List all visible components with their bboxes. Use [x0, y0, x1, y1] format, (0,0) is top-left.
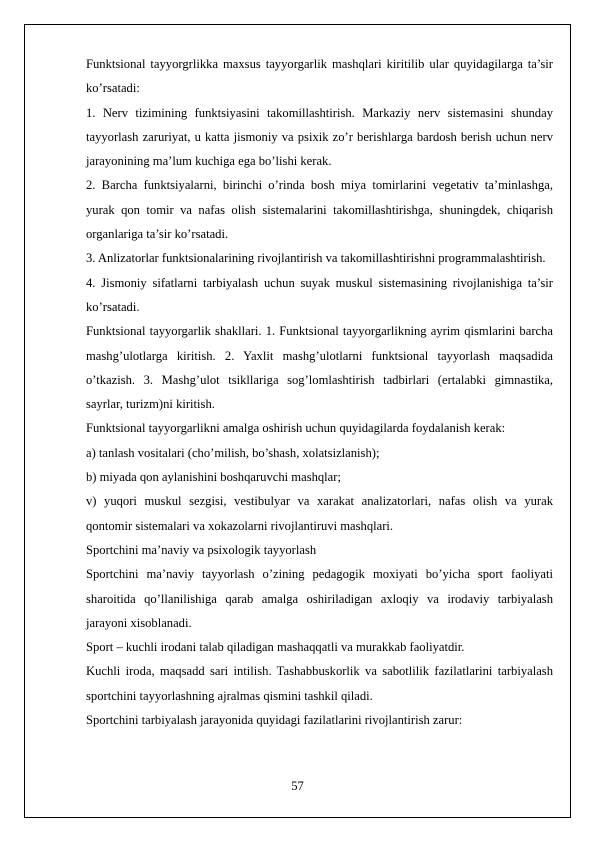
paragraph-usage: Funktsional tayyorgarlikni amalga oshirish uchun quyidagilarda foydalanish kerak: [86, 421, 506, 436]
paragraph-item-4: 4. Jismoniy sifatlarni tarbiyalash uchun suyak muskul sistemasining rivojlanishiga ta’sir ko’rsatadi. [86, 275, 553, 314]
paragraph-intro: Funktsional tayyorgrlikka maxsus tayyorgarlik mashqlari kiritilib ular quyidagilarga ta’sir ko’rsatadi: [86, 57, 553, 96]
paragraph-list-a: a) tanlash vositalari (cho’milish, bo’shash, xolatsizlanish); [86, 445, 380, 460]
paragraph-item-3: 3. Anlizatorlar funktsionalarining rivojlantirish va takomillashtirishni programmalashtirish. [86, 251, 546, 266]
paragraph-qualities: Sportchini tarbiyalash jarayonida quyidagi fazilatlarini rivojlantirish zarur: [86, 713, 463, 728]
paragraph-forms: Funktsional tayyorgarlik shakllari. 1. Funktsional tayyorgarlikning ayrim qismlarini barcha mashg’ulotlarga kiritish. 2. Yaxlit mashg’ulotlarni funktsional tayyorlash maqsadida o’tkazish. 3. Mashg’ulot tsikllariga sog’lomlashtirish tadbirlari (ertalabki gimnastika, sayrlar, turizm)ni kiritish. [86, 324, 553, 412]
paragraph-moral-prep: Sportchini ma’naviy tayyorlash o’zining pedagogik moxiyati bo’yicha sport faoliyati sharoitida qo’llanilishiga qarab amalga oshiriladigan axloqiy va irodaviy tarbiyalash jarayoni xisoblanadi. [86, 567, 553, 630]
page-number: 57 [291, 779, 304, 793]
paragraph-item-2: 2. Barcha funktsiyalarni, birinchi o’rinda bosh miya tomirlarini vegetativ ta’minlashga, yurak qon tomir va nafas olish sistemalarini takomillashtirishga, shuningdek, chiqarish organlariga ta’sir ko’rsatadi. [86, 178, 553, 242]
paragraph-item-1: 1. Nerv tizimining funktsiyasini takomillashtirish. Markaziy nerv sistemasini shunday tayyorlash zaruriyat, u katta jismoniy va psixik zo’r berishlarga bardosh berish uchun nerv jarayonining ma’lum kuchiga ega bo’lishi kerak. [86, 105, 553, 169]
paragraph-list-b: b) miyada qon aylanishini boshqaruvchi mashqlar; [86, 470, 341, 485]
document-body [86, 52, 553, 732]
paragraph-sport-definition: Sport – kuchli irodani talab qiladigan mashaqqatli va murakkab faoliyatdir. [86, 640, 465, 655]
paragraph-strong-will: Kuchli iroda, maqsadd sari intilish. Tashabbuskorlik va sabotlilik fazilatlarini tarbiyalash sportchini tayyorlashning ajralmas qismini tashkil qiladi. [86, 664, 553, 703]
section-heading: Sportchini ma’naviy va psixologik tayyorlash [86, 542, 317, 557]
paragraph-list-v: v) yuqori muskul sezgisi, vestibulyar va xarakat analizatorlari, nafas olish va yurak qontomir sistemalari va xokazolarni rivojlantiruvi mashqlari. [86, 494, 553, 533]
